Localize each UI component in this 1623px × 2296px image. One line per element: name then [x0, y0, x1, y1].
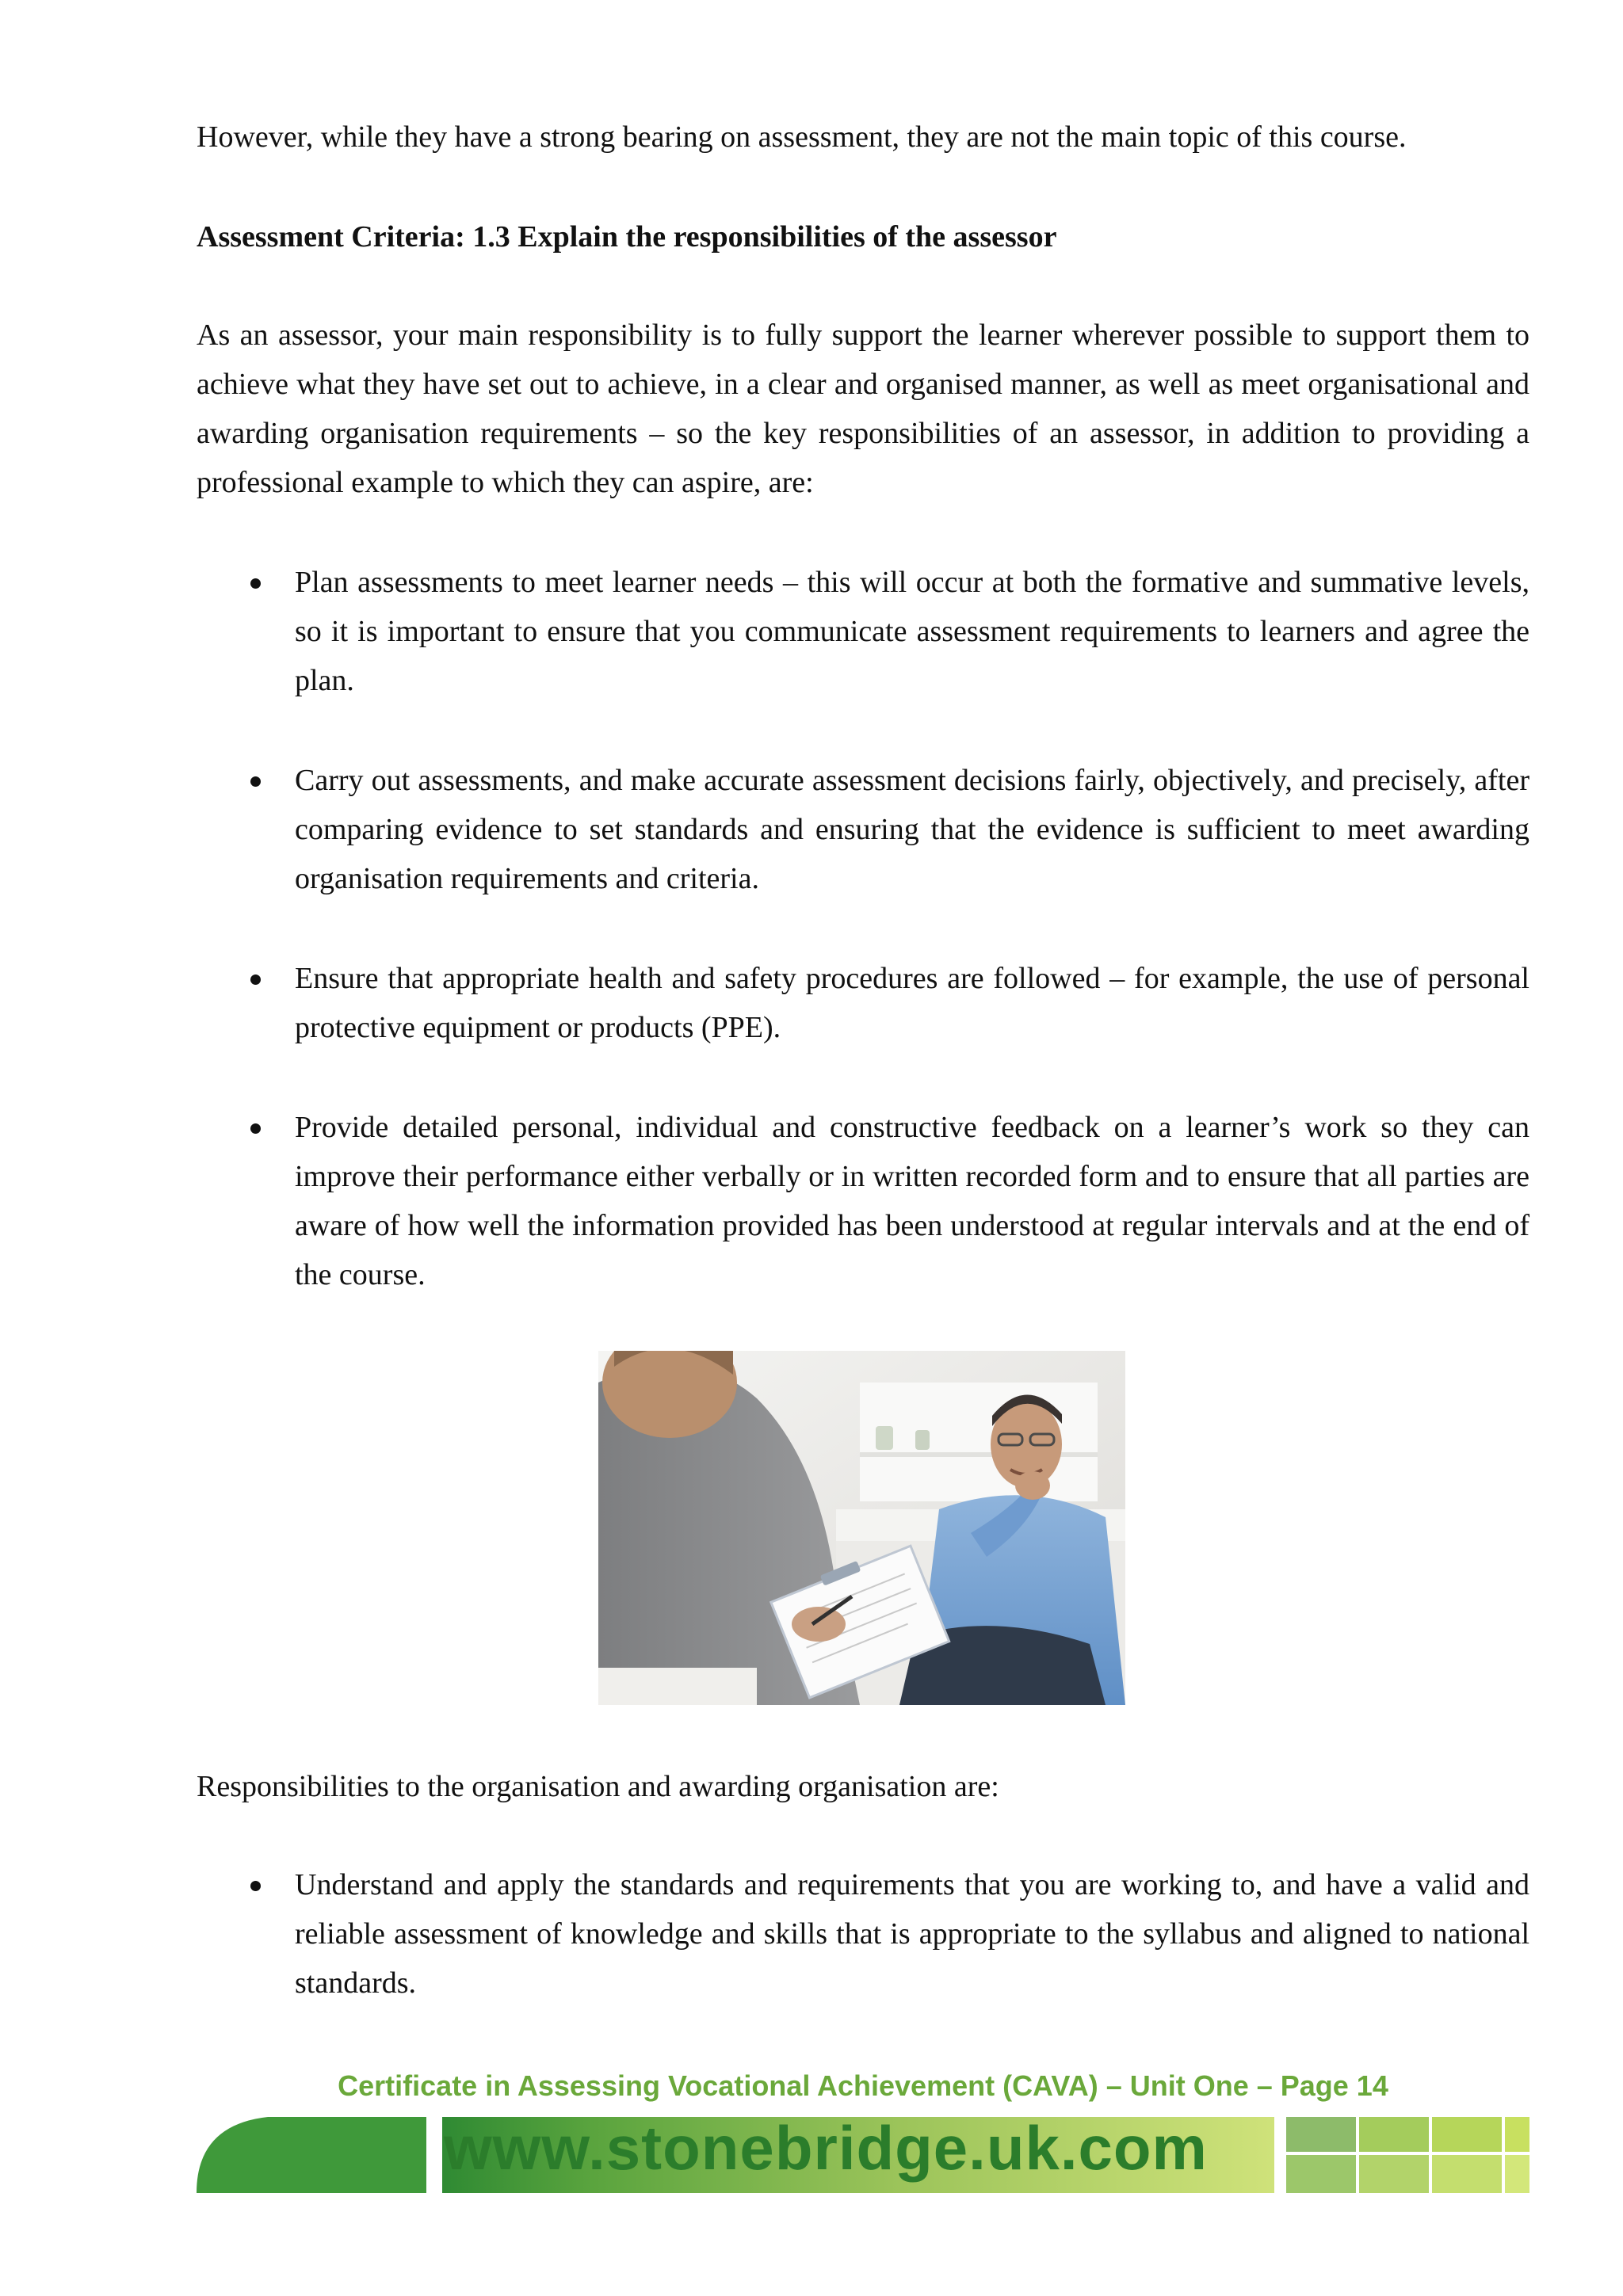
- footer-caption: Certificate in Assessing Vocational Achievement (CAVA) – Unit One – Page 14: [338, 2069, 1388, 2102]
- assessment-meeting-photo: [598, 1351, 1125, 1705]
- assessment-meeting-illustration: [598, 1351, 1125, 1705]
- bullet-icon: [250, 974, 261, 985]
- bullet-icon: [250, 776, 261, 787]
- responsibilities-paragraph: As an assessor, your main responsibility is to fully support the learner wherever possible to support them to achieve what they have set out to achieve, in a clear and organised manner, as well as meet organisational and awarding organisation requirements – so the key responsibilities of an assessor, in addition to providing a professional example to which they can aspire, are:: [197, 318, 1529, 499]
- footer-website-link[interactable]: www.stonebridge.uk.com: [444, 2113, 1208, 2183]
- bullet-text: Understand and apply the standards and requirements that you are working to, and have a valid and reliable assessment of knowledge and skills that is appropriate to the syllabus and aligned to national standards.: [295, 1868, 1529, 2000]
- footer-grid-squares: [1286, 2117, 1529, 2193]
- bullet-text: Provide detailed personal, individual and constructive feedback on a learner’s work so they can improve their performance either verbally or in written recorded form and to ensure that all parties are aware of how well the information provided has been understood at regular intervals and at the end of the course.: [295, 1111, 1529, 1291]
- bullet-text: Plan assessments to meet learner needs – this will occur at both the formative and summative levels, so it is important to ensure that you communicate assessment requirements to learners and agree the plan.: [295, 566, 1529, 697]
- section-heading: Assessment Criteria: 1.3 Explain the responsibilities of the assessor: [197, 220, 1057, 254]
- bullet-text: Carry out assessments, and make accurate assessment decisions fairly, objectively, and precisely, after comparing evidence to set standards and ensuring that the evidence is sufficient to meet awarding organisation requirements and criteria.: [295, 764, 1529, 895]
- intro-sentence: However, while they have a strong bearing on assessment, they are not the main topic of this course.: [197, 120, 1407, 154]
- bullet-text: Ensure that appropriate health and safety procedures are followed – for example, the use of personal protective equipment or products (PPE).: [295, 962, 1529, 1044]
- bullet-icon: [250, 1881, 261, 1891]
- org-responsibilities-intro: Responsibilities to the organisation and awarding organisation are:: [197, 1770, 999, 1803]
- bullet-icon: [250, 1123, 261, 1134]
- bullet-icon: [250, 578, 261, 589]
